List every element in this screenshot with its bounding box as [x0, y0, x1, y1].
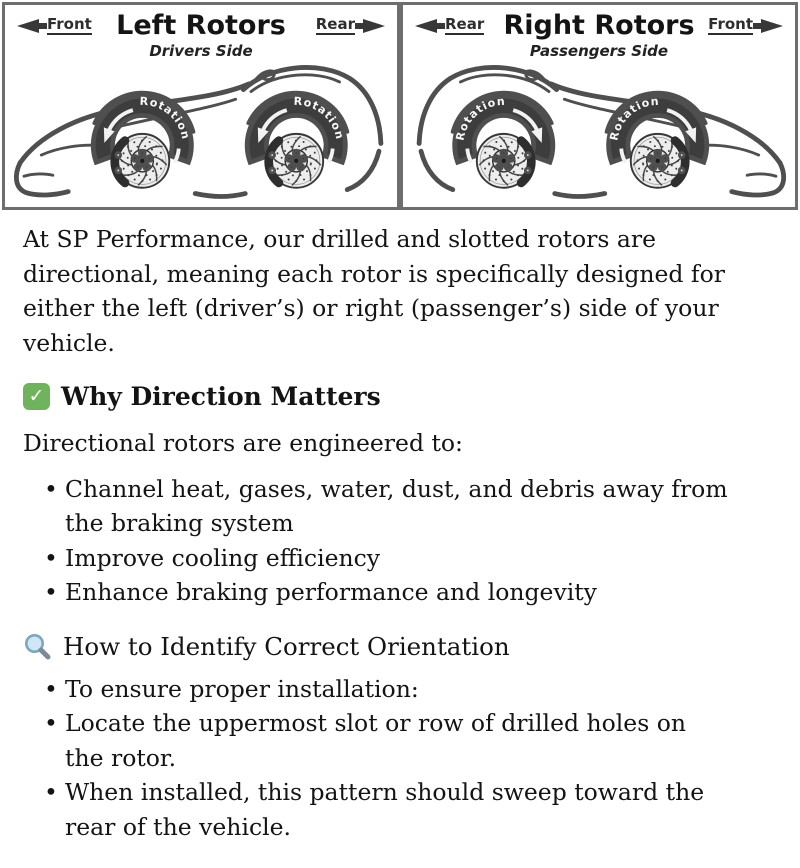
orientation-steps-list [23, 672, 760, 845]
right-panel-header [403, 5, 795, 61]
right-arrow-icon [753, 18, 783, 34]
check-mark-icon: ✓ [23, 383, 50, 410]
list-item: • Enhance braking performance and longevity [23, 575, 729, 610]
benefits-list [23, 472, 760, 610]
rotor-direction-diagram [2, 2, 798, 210]
right-rotors-panel [400, 2, 798, 210]
rotation-label-front-wheel: Rotation [139, 94, 193, 142]
panel-subtitle: Passengers Side [529, 42, 669, 61]
panel-subtitle: Drivers Side [149, 42, 253, 61]
section-title: Why Direction Matters [61, 382, 381, 411]
engineered-lead-text: Directional rotors are engineered to: [23, 429, 463, 457]
front-direction-indicator [17, 16, 92, 35]
list-item: • To ensure proper installation: [23, 672, 729, 707]
car-diagram-left [5, 55, 397, 207]
list-item: • Locate the uppermost slot or row of drilled holes on the rotor. [23, 706, 729, 775]
section-title: How to Identify Correct Orientation [63, 631, 510, 661]
car-body-art-mirrored [419, 67, 784, 196]
list-item: • Channel heat, gases, water, dust, and debris away from the braking system [23, 472, 729, 541]
intro-paragraph: At SP Performance, our drilled and slotted rotors are directional, meaning each rotor is specifically designed for either the left (driver’s) or right (passenger’s) side of your vehicle. [23, 225, 725, 357]
left-panel-header [5, 5, 397, 61]
section-heading-why-direction-matters [23, 382, 760, 411]
direction-label: Front [47, 16, 92, 35]
left-arrow-icon [17, 18, 47, 34]
list-item: • When installed, this pattern should sweep toward the rear of the vehicle. [23, 775, 729, 844]
article-body [0, 222, 800, 868]
rotation-label-front-wheel: Rotation [607, 94, 660, 142]
right-arrow-icon [355, 18, 385, 34]
magnifying-glass-icon [23, 632, 52, 661]
rotation-label-rear-wheel: Rotation [453, 94, 506, 142]
car-body-art [16, 67, 381, 196]
panel-title: Right Rotors [503, 10, 695, 41]
panel-title: Left Rotors [116, 10, 286, 41]
list-item: • Improve cooling efficiency [23, 541, 729, 576]
rear-direction-indicator [415, 16, 484, 35]
front-direction-indicator [708, 16, 783, 35]
direction-label: Front [708, 16, 753, 35]
left-rotors-panel [2, 2, 400, 210]
rear-direction-indicator [316, 16, 385, 35]
direction-label: Rear [445, 16, 484, 35]
rotation-label-rear-wheel: Rotation [293, 94, 347, 142]
section-heading-identify-orientation [23, 632, 760, 661]
direction-label: Rear [316, 16, 355, 35]
left-arrow-icon [415, 18, 445, 34]
car-diagram-right [403, 55, 795, 207]
